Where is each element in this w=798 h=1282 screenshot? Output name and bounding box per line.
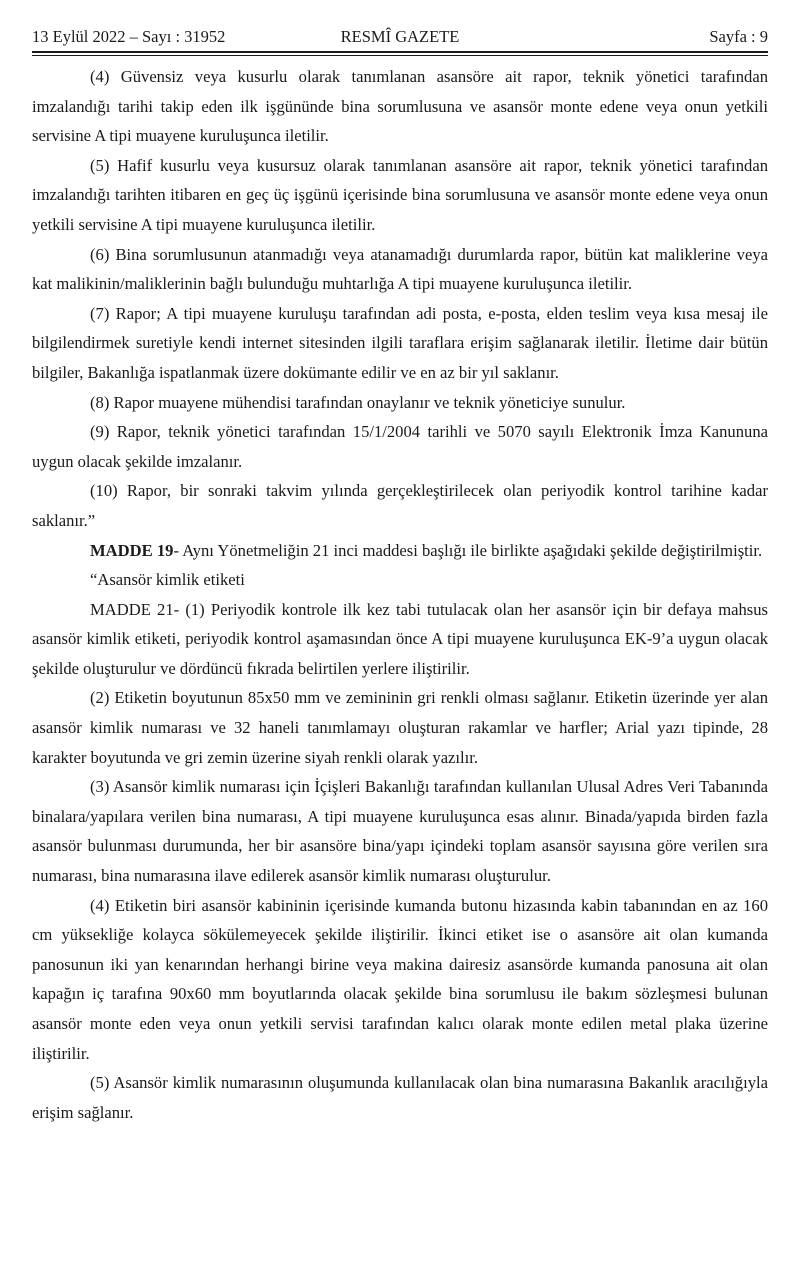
gazette-title: RESMÎ GAZETE — [340, 27, 460, 46]
paragraph-8 — [32, 388, 768, 418]
paragraph-10 — [32, 476, 768, 535]
article-21-title — [32, 565, 768, 595]
document-body — [32, 62, 768, 1127]
page-number: Sayfa : 9 — [709, 27, 768, 46]
paragraph-text: (5) Asansör kimlik numarasının oluşumunda kullanılacak olan bina numarasına Bakanlık aracılığıyla erişim sağlanır. — [32, 1073, 768, 1122]
article-heading: MADDE 19 — [90, 540, 174, 560]
paragraph-text: (2) Etiketin boyutunun 85x50 mm ve zemininin gri renkli olması sağlanır. Etiketin üzerinde yer alan asansör kimlik numarası ve 32 haneli tanımlamayı oluşturan rakamlar ve harfler; Arial yazı tipinde, 28 karakter boyutunda ve gri zemin üzerine siyah renkli olarak yazılır. — [32, 688, 768, 767]
paragraph-text: (10) Rapor, bir sonraki takvim yılında gerçekleştirilecek olan periyodik kontrol tarihine kadar saklanır.” — [32, 481, 768, 530]
header-rule-thick — [32, 51, 768, 53]
paragraph-4 — [32, 62, 768, 151]
page-header — [32, 26, 768, 48]
paragraph-6 — [32, 240, 768, 299]
paragraph-5 — [32, 151, 768, 240]
paragraph-text: (8) Rapor muayene mühendisi tarafından onaylanır ve teknik yöneticiye sunulur. — [90, 392, 626, 412]
paragraph-text: MADDE 21- (1) Periyodik kontrole ilk kez tabi tutulacak olan her asansör için bir defaya mahsus asansör kimlik etiketi, periyodik kontrol aşamasından önce A tipi muayene kuruluşunca EK-9’a uygun olacak şekilde oluşturulur ve dördüncü fıkrada belirtilen yerlere iliştirilir. — [32, 599, 768, 678]
article-21-para-2 — [32, 683, 768, 772]
paragraph-text: (7) Rapor; A tipi muayene kuruluşu tarafından adi posta, e-posta, elden teslim veya kısa mesaj ile bilgilendirmek suretiyle kendi internet sitesinden ilgili taraflara erişim sağlanarak iletilir. İletime dair bütün bilgiler, Bakanlığa ispatlanmak üzere dokümante edilir ve en az bir yıl saklanır. — [32, 303, 768, 382]
article-21-para-3 — [32, 772, 768, 890]
paragraph-text: (6) Bina sorumlusunun atanmadığı veya atanamadığı durumlarda rapor, bütün kat maliklerine veya kat malikinin/maliklerinin bağlı bulunduğu muhtarlığa A tipi muayene kuruluşunca iletilir. — [32, 244, 768, 294]
paragraph-text: (3) Asansör kimlik numarası için İçişleri Bakanlığı tarafından kullanılan Ulusal Adres Veri Tabanında binalara/yapılara verilen bina numarası, A tipi muayene kuruluşunca esas alınır. Binada/yapıda birden fazla asansör bulunması durumunda, her bir asansöre bina/yapı içindeki toplam asansör sayısına göre verilen sıra numarası, bina numarasına ilave edilerek asansör kimlik numarası oluşturulur. — [32, 777, 768, 886]
paragraph-text: (5) Hafif kusurlu veya kusursuz olarak tanımlanan asansöre ait rapor, teknik yönetici tarafından imzalandığı tarihten itibaren en geç üç işgünü içerisinde bina sorumlusuna ve asansör monte edene veya onun yetkili servisine A tipi muayene kuruluşunca iletilir. — [32, 155, 768, 234]
issue-date-number: 13 Eylül 2022 – Sayı : 31952 — [32, 27, 226, 46]
paragraph-text: (4) Etiketin biri asansör kabininin içerisinde kumanda butonu hizasında kabin tabanından en az 160 cm yüksekliğe kolayca sökülemeyecek şekilde iliştirilir. İkinci etiket ise o asansöre ait olan kumanda panosunun iki yan kenarından herhangi birine veya makina dairesiz asansörde kumanda panosuna ait olan kapağın iç tarafına 90x60 mm boyutlarında olacak şekilde bina sorumlusu ile bakım sözleşmesi bulunan asansör monte eden veya onun yetkili servisi tarafından kalıcı olarak monte edilen metal plaka üzerine iliştirilir. — [32, 895, 768, 1063]
paragraph-7 — [32, 299, 768, 388]
paragraph-text: (9) Rapor, teknik yönetici tarafından 15/1/2004 tarihli ve 5070 sayılı Elektronik İmza Kanununa uygun olacak şekilde imzalanır. — [32, 422, 768, 471]
paragraph-text: - Aynı Yönetmeliğin 21 inci maddesi başlığı ile birlikte aşağıdaki şekilde değiştirilmiştir. — [173, 540, 763, 560]
article-21-para-4 — [32, 891, 768, 1069]
article-21-para-1 — [32, 595, 768, 684]
gazette-page — [32, 26, 768, 1127]
paragraph-text: (4) Güvensiz veya kusurlu olarak tanımlanan asansöre ait rapor, teknik yönetici tarafından imzalandığı tarihi takip eden ilk işgününde bina sorumlusuna ve asansör monte edene veya onun yetkili servisine A tipi muayene kuruluşunca iletilir. — [32, 67, 768, 146]
paragraph-9 — [32, 417, 768, 476]
article-19 — [32, 536, 768, 566]
header-rule-thin — [32, 55, 768, 56]
paragraph-text: “Asansör kimlik etiketi — [90, 570, 245, 590]
article-21-para-5 — [32, 1068, 768, 1127]
